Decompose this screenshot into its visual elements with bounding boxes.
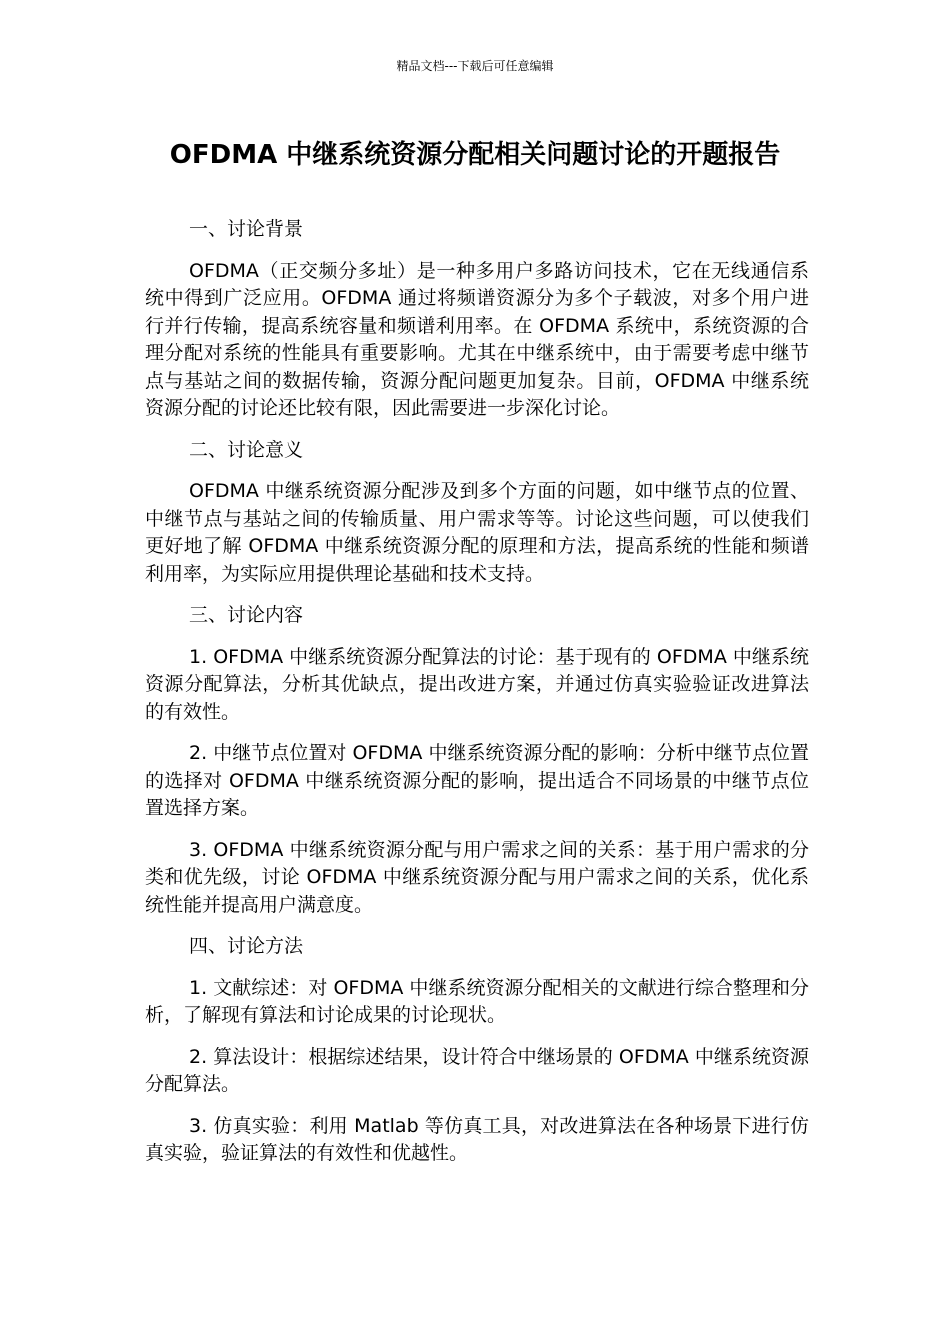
method-item-2: 2. 算法设计：根据综述结果，设计符合中继场景的 OFDMA 中继系统资源分配算法。: [145, 1045, 809, 1095]
content-item-1: 1. OFDMA 中继系统资源分配算法的讨论：基于现有的 OFDMA 中继系统资源分配算法，分析其优缺点，提出改进方案，并通过仿真实验验证改进算法的有效性。: [145, 645, 809, 723]
content-item-3: 3. OFDMA 中继系统资源分配与用户需求之间的关系：基于用户需求的分类和优先级，讨论 OFDMA 中继系统资源分配与用户需求之间的关系，优化系统性能并提高用户满意度。: [145, 838, 809, 916]
section-heading-background: 一、讨论背景: [189, 218, 304, 240]
method-item-3: 3. 仿真实验：利用 Matlab 等仿真工具，对改进算法在各种场景下进行仿真实验，验证算法的有效性和优越性。: [145, 1114, 809, 1164]
document-title: OFDMA 中继系统资源分配相关问题讨论的开题报告: [169, 140, 781, 170]
document-body: [145, 216, 809, 1182]
method-item-1: 1. 文献综述：对 OFDMA 中继系统资源分配相关的文献进行综合整理和分析，了解现有算法和讨论成果的讨论现状。: [145, 976, 809, 1026]
paragraph-significance: OFDMA 中继系统资源分配涉及到多个方面的问题，如中继节点的位置、中继节点与基站之间的传输质量、用户需求等等。讨论这些问题，可以使我们更好地了解 OFDMA 中继系统资源分配的原理和方法，提高系统的性能和频谱利用率，为实际应用提供理论基础和技术支持。: [145, 480, 809, 585]
section-heading-content: 三、讨论内容: [189, 604, 304, 626]
content-item-2: 2. 中继节点位置对 OFDMA 中继系统资源分配的影响：分析中继节点位置的选择对 OFDMA 中继系统资源分配的影响，提出适合不同场景的中继节点位置选择方案。: [145, 742, 809, 819]
page-header-note: 精品文档---下载后可任意编辑: [396, 59, 554, 73]
section-heading-methods: 四、讨论方法: [189, 935, 304, 957]
paragraph-background: OFDMA（正交频分多址）是一种多用户多路访问技术，它在无线通信系统中得到广泛应用。OFDMA 通过将频谱资源分为多个子载波，对多个用户进行并行传输，提高系统容量和频谱利用率。在 OFDMA 系统中，系统资源的合理分配对系统的性能具有重要影响。尤其在中继系统中，由于需要考虑中继节点与基站之间的数据传输，资源分配问题更加复杂。目前，OFDMA 中继系统资源分配的讨论还比较有限，因此需要进一步深化讨论。: [145, 259, 809, 419]
section-heading-significance: 二、讨论意义: [189, 438, 304, 461]
